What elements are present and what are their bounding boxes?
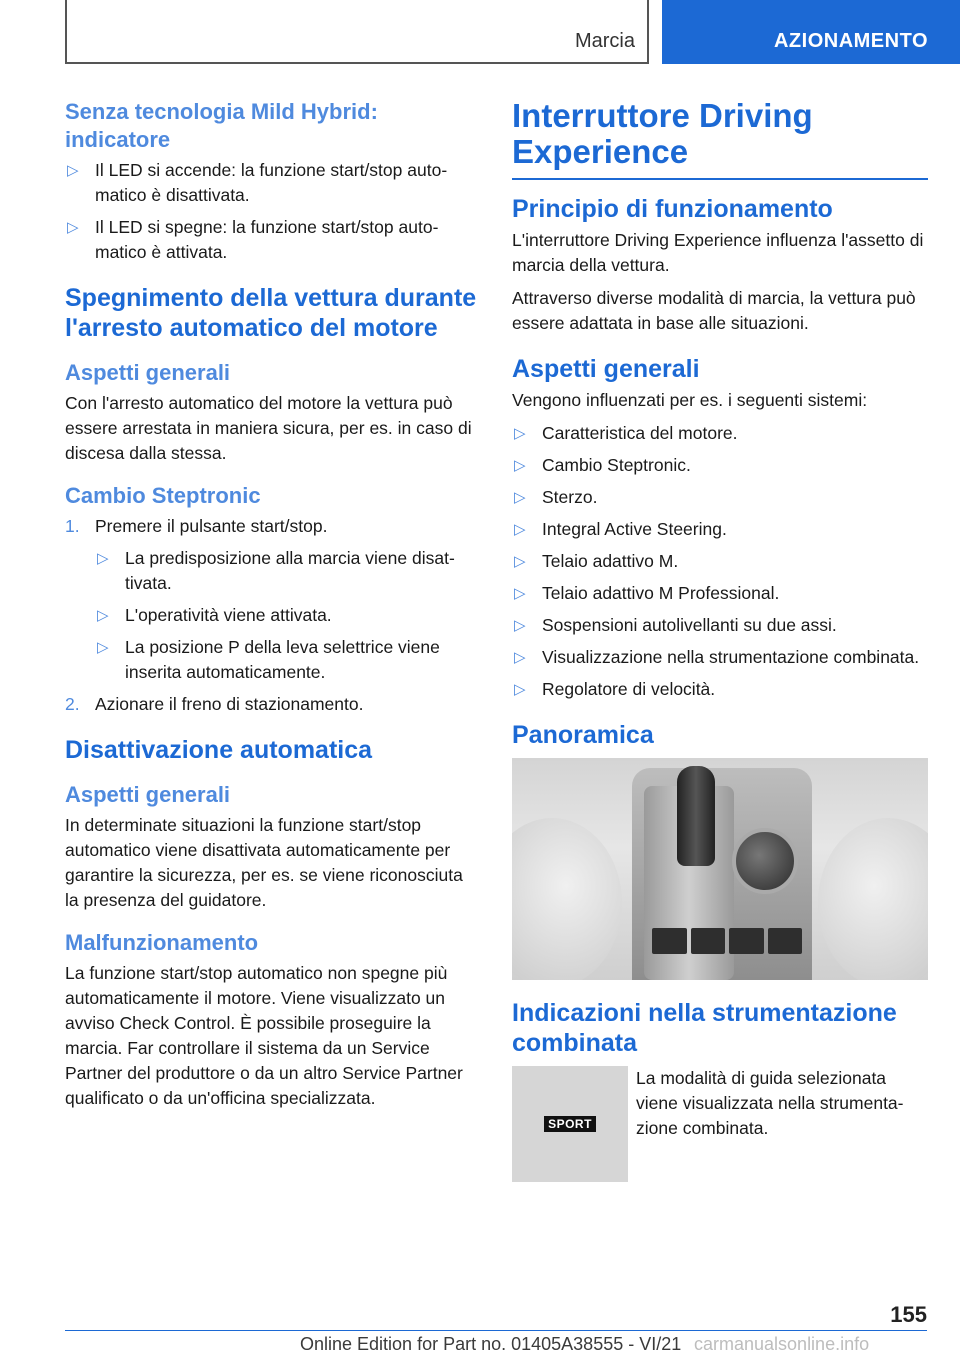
controller-knob-shape <box>732 828 798 894</box>
indicator-row <box>512 1066 928 1186</box>
system-item: ▷ Telaio adattivo M Professional. <box>512 581 928 606</box>
step-item: 1. Premere il pulsante start/stop. <box>65 514 481 539</box>
left-column <box>65 98 481 1119</box>
center-console-photo <box>512 758 928 980</box>
heading-indicazioni: Indicazioni nella strumentazione combinata <box>512 999 897 1057</box>
heading-disattivazione: Disattivazione automatica <box>65 736 373 764</box>
bullet-item: ▷ Il LED si spegne: la funzione start/stop automatico è attivata. <box>67 217 439 262</box>
triangle-right-icon: ▷ <box>514 425 526 442</box>
sub-bullet-item: ▷ La posizione P della leva selettrice viene inserita automaticamente. <box>97 637 440 682</box>
heading-panoramica: Panoramica <box>512 721 654 749</box>
header-chapter-box <box>662 0 960 64</box>
triangle-right-icon: ▷ <box>514 521 526 538</box>
header-section-title: Marcia <box>574 30 635 52</box>
sport-badge: SPORT <box>544 1116 596 1132</box>
paragraph-indicazioni: La modalità di guida selezionata viene visualizzata nella strumentazione combinata. <box>636 1068 904 1138</box>
paragraph-malfunzionamento: La funzione start/stop automatico non spegne più automaticamente il motore. Viene visualizzato un avviso Check Control. È possibile proseguire la marcia. Far controllare il sistema da un Service Partner del produttore o da un altro Service Partner qualificato o da un'officina specializzata. <box>65 963 463 1108</box>
seat-left-shape <box>512 818 622 980</box>
triangle-right-icon: ▷ <box>514 585 526 602</box>
triangle-right-icon: ▷ <box>97 607 109 624</box>
triangle-right-icon: ▷ <box>514 489 526 506</box>
triangle-right-icon: ▷ <box>67 219 79 236</box>
gear-lever-shape <box>677 766 715 866</box>
right-column <box>512 98 928 1186</box>
seat-right-shape <box>818 818 928 980</box>
triangle-right-icon: ▷ <box>514 681 526 698</box>
header-section-box <box>65 0 649 64</box>
triangle-right-icon: ▷ <box>67 162 79 179</box>
paragraph-aspetti-2: In determinate situazioni la funzione start/stop automatico viene disattivata automaticamente per garantire la sicurezza, per es. se viene riconosciuta la presenza del guidatore. <box>65 815 463 910</box>
footer-watermark: carmanualsonline.info <box>694 1334 870 1354</box>
paragraph-aspetti-1: Con l'arresto automatico del motore la vettura può essere arrestata in maniera sicura, per es. in caso di discesa dalla stessa. <box>65 393 472 463</box>
triangle-right-icon: ▷ <box>97 550 109 567</box>
bullet-item: ▷ Il LED si accende: la funzione start/stop automatico è disattivata. <box>67 160 448 205</box>
system-item: ▷ Regolatore di velocità. <box>512 677 928 702</box>
triangle-right-icon: ▷ <box>514 649 526 666</box>
sub-bullet-item: ▷ La predisposizione alla marcia viene disattivata. <box>97 548 455 593</box>
console-buttons-shape <box>652 928 802 954</box>
footer-edition: Online Edition for Part no. 01405A38555 - VI/21 <box>300 1334 682 1354</box>
system-item: ▷ Integral Active Steering. <box>512 517 928 542</box>
page-number: 155 <box>890 1302 927 1327</box>
system-item: ▷ Sospensioni autolivellanti su due assi. <box>512 613 928 638</box>
system-item: ▷ Visualizzazione nella strumentazione combinata. <box>512 645 928 670</box>
triangle-right-icon: ▷ <box>514 553 526 570</box>
heading-malfunzionamento: Malfunzionamento <box>65 930 259 955</box>
page-title: Interruttore Driving Experience <box>512 98 928 180</box>
heading-aspetti-generali-2: Aspetti generali <box>65 782 231 807</box>
system-item: ▷ Telaio adattivo M. <box>512 549 928 574</box>
heading-spegnimento: Spegnimento della vettura durante l'arresto automatico del motore <box>65 284 477 342</box>
paragraph-principio-2: Attraverso diverse modalità di marcia, la vettura può essere adattata in base alle situazioni. <box>512 288 916 333</box>
heading-aspetti-generali-1: Aspetti generali <box>65 360 231 385</box>
heading-mild-hybrid: Senza tecnologia Mild Hybrid: indicatore <box>65 99 378 152</box>
header-chapter-title: AZIONAMENTO <box>773 30 928 52</box>
triangle-right-icon: ▷ <box>514 457 526 474</box>
system-item: ▷ Cambio Steptronic. <box>512 453 928 478</box>
step-number: 2. <box>65 694 80 714</box>
sport-display-image <box>512 1066 628 1182</box>
system-item: ▷ Sterzo. <box>512 485 928 510</box>
sub-bullet-item: ▷ L'operatività viene attivata. <box>95 603 481 628</box>
heading-aspetti-generali-right: Aspetti generali <box>512 355 700 383</box>
paragraph-aspetti-right: Vengono influenzati per es. i seguenti sistemi: <box>512 390 868 410</box>
step-item: 2. Azionare il freno di stazionamento. <box>65 692 481 717</box>
triangle-right-icon: ▷ <box>97 639 109 656</box>
heading-cambio-steptronic: Cambio Steptronic <box>65 483 261 508</box>
heading-principio: Principio di funzionamento <box>512 195 833 223</box>
paragraph-principio-1: L'interruttore Driving Experience influenza l'assetto di marcia della vettura. <box>512 230 924 275</box>
step-number: 1. <box>65 516 80 536</box>
footer-rule <box>65 1330 927 1331</box>
system-item: ▷ Caratteristica del motore. <box>512 421 928 446</box>
triangle-right-icon: ▷ <box>514 617 526 634</box>
